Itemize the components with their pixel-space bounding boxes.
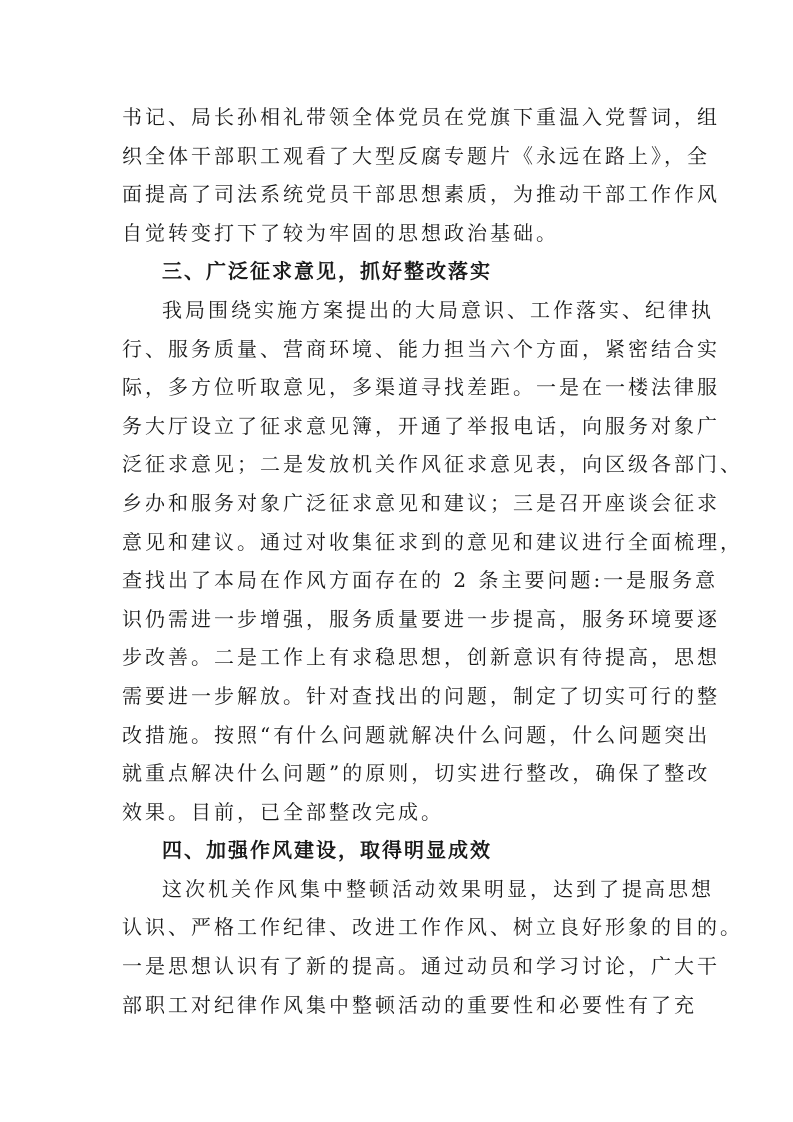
paragraph-line: 认识、严格工作纪律、改进工作作风、树立良好形象的目的。 [122,915,743,940]
paragraph-line: 需要进一步解放。针对查找出的问题，制定了切实可行的整 [122,683,720,708]
paragraph-line: 泛征求意见；二是发放机关作风征求意见表，向区级各部门、 [122,452,743,477]
paragraph-line: 织全体干部职工观看了大型反腐专题片《永远在路上》，全 [122,143,710,168]
paragraph-line: 查找出了本局在作风方面存在的 2 条主要问题:一是服务意 [122,568,719,593]
paragraph-line: 识仍需进一步增强，服务质量要进一步提高，服务环境要逐 [122,606,720,631]
paragraph-first-line: 我局围绕实施方案提出的大局意识、工作落实、纪律执 [162,297,714,322]
paragraph-line: 改措施。按照“有什么问题就解决什么问题，什么问题突出 [122,722,711,747]
section-heading-3: 三、广泛征求意见，抓好整改落实 [162,259,492,284]
paragraph-line: 效果。目前，已全部整改完成。 [122,799,444,824]
paragraph-line: 行、服务质量、营商环境、能力担当六个方面，紧密结合实 [122,336,720,361]
paragraph-line: 一是思想认识有了新的提高。通过动员和学习讨论，广大干 [122,954,720,979]
section-heading-4: 四、加强作风建设，取得明显成效 [162,838,492,863]
paragraph-line: 步改善。二是工作上有求稳思想，创新意识有待提高，思想 [122,645,720,670]
paragraph-first-line: 这次机关作风集中整顿活动效果明显，达到了提高思想 [162,876,714,901]
paragraph-line: 部职工对纪律作风集中整顿活动的重要性和必要性有了充 [122,992,697,1017]
paragraph-line: 意见和建议。通过对收集征求到的意见和建议进行全面梳理， [122,529,743,554]
paragraph-line: 自觉转变打下了较为牢固的思想政治基础。 [122,220,559,245]
paragraph-line: 就重点解决什么问题”的原则，切实进行整改，确保了整改 [122,761,711,786]
document-body [122,98,743,1024]
paragraph-line: 书记、局长孙相礼带领全体党员在党旗下重温入党誓词，组 [122,105,720,129]
paragraph-line: 际，多方位听取意见，多渠道寻找差距。一是在一楼法律服 [122,375,720,400]
paragraph-line: 务大厅设立了征求意见簿，开通了举报电话，向服务对象广 [122,413,720,438]
paragraph-line: 乡办和服务对象广泛征求意见和建议；三是召开座谈会征求 [122,490,720,515]
paragraph-line: 面提高了司法系统党员干部思想素质，为推动干部工作作风 [122,182,720,207]
